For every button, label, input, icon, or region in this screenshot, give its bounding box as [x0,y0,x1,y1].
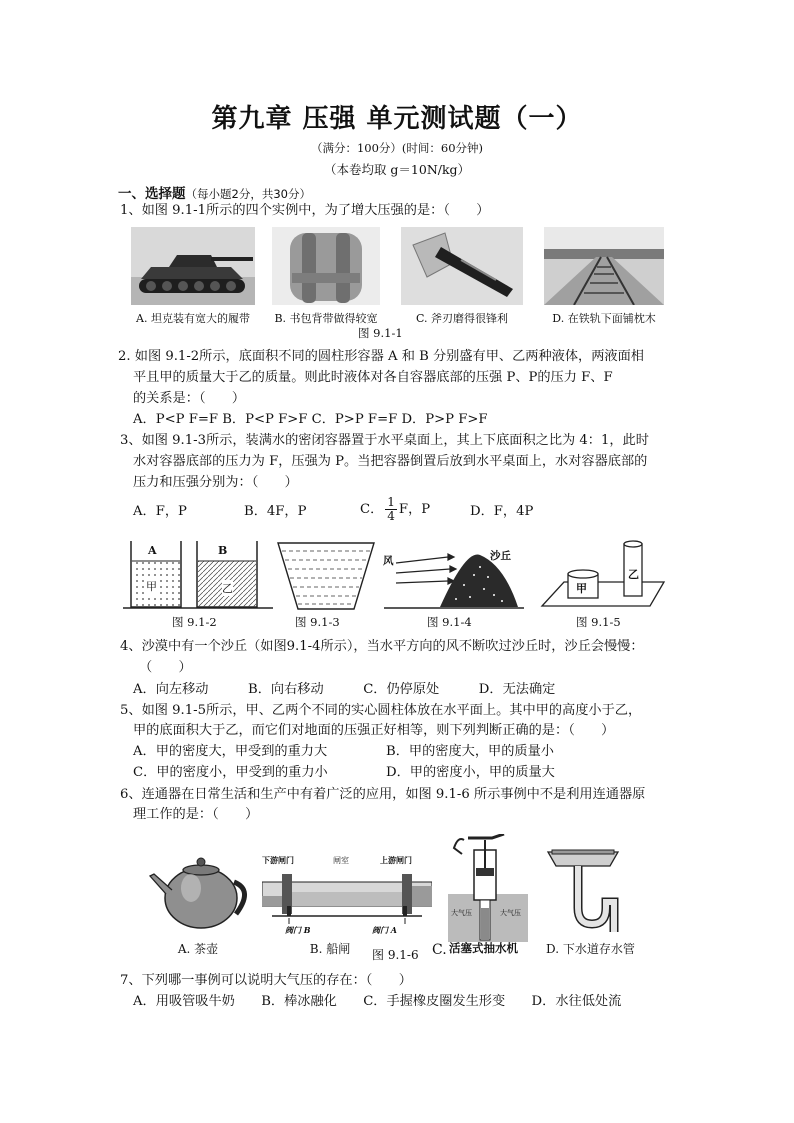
lock-label-valve-a: 阀门 A [372,925,397,935]
figure-label-9-1-5: 图 9.1-5 [576,615,621,629]
q2-line3: 的关系是：（ ） [133,391,246,406]
q6-caption-d: D. 下水道存水管 [546,942,635,956]
pump-label-left: 大气压 [451,909,472,917]
lock-label-upstream: 上游闸门 [380,855,412,865]
lock-label-chamber: 闸室 [333,856,349,865]
q5-option-c: C．甲的密度小，甲受到的重力小 [133,765,328,780]
railway-image [544,227,664,305]
teapot-image [146,850,256,934]
dune-label: 沙丘 [490,550,511,562]
lock-label-downstream: 下游闸门 [262,855,294,865]
q3-option-a: A．F，P [133,504,187,519]
figure-label-9-1-4: 图 9.1-4 [427,615,472,629]
wind-label: 风 [383,555,394,567]
cylinder-yi-label: 乙 [628,568,639,581]
section-heading [118,182,311,202]
q2-line2 [133,369,613,387]
figure-label-9-1-2: 图 9.1-2 [172,615,217,629]
q1-caption-a: A. 坦克装有宽大的履带 [136,312,250,325]
q6-caption-a: A. 茶壶 [177,942,219,956]
q1-caption-b: B. 书包背带做得较宽 [274,312,378,325]
q5-option-d: D．甲的密度小，甲的质量大 [386,765,555,780]
figure-9-1-3 [276,541,376,611]
fraction [385,496,397,523]
q7-options: A．用吸管吸牛奶 B．棒冰融化 C．手握橡皮圈发生形变 D．水往低处流 [133,994,622,1009]
tank-image [131,227,255,305]
q3-option-d: D．F，4P [470,504,534,519]
q3-line1: 3、如图 9.1-3所示，装满水的密闭容器置于水平桌面上，其上下底面积之比为 4：1，此时 [120,433,649,448]
q5-option-b: B．甲的密度大，甲的质量小 [386,744,554,759]
section-detail: （每小题2分，共30分） [185,187,311,201]
exam-note: （本卷均取 g＝10N/kg） [323,162,471,177]
fraction-denominator: 4 [387,509,395,523]
figure-9-1-2 [123,537,273,613]
q6-caption-c-letter: C. [432,942,447,958]
q6-line1: 6、连通器在日常生活和生产中有着广泛的应用，如图 9.1-6 所示事例中不是利用连通器原 [120,787,646,802]
q3-option-c [360,496,430,523]
q5-option-a: A．甲的密度大，甲受到的重力大 [133,744,328,759]
q1-stem: 1、如图 9.1-1所示的四个实例中，为了增大压强的是：（ ） [120,203,490,218]
q6-line2: 理工作的是：（ ） [133,807,259,822]
exam-meta: （满分：100分）(时间：60分钟) [310,141,484,155]
q2-line1: 2. 如图 9.1-2所示，底面积不同的圆柱形容器 A 和 B 分别盛有甲、乙两种液体，两液面相 [118,349,644,364]
section-title: 一、选择题 [118,186,186,202]
q6-figure-label: 图 9.1-6 [372,948,419,962]
q4-line2: （ ） [139,660,192,675]
q1-caption-c: C. 斧刃磨得很锋利 [415,312,509,325]
q3-option-c-value: F，P [398,502,431,517]
liquid-jia-label: 甲 [146,580,157,593]
backpack-image [272,227,380,305]
pump-label-right: 大气压 [500,909,521,917]
q6-caption-b: B. 船闸 [309,942,351,956]
axe-image [401,227,523,305]
lock-label-valve-b: 阀门 B [285,925,311,935]
q2-options: A．P<P F=F B．P<P F>F C．P>P F=F D．P>P F>F [133,412,488,427]
q2-line2-text: 平且甲的质量大于乙的质量。则此时液体对各自容器底部的压强 P、P的压力 F、F [133,370,613,385]
q3-option-b: B．4F，P [244,504,307,519]
cylinder-jia-label: 甲 [576,582,587,595]
figure-label-9-1-3: 图 9.1-3 [295,615,340,629]
drain-trap-image [544,848,622,932]
liquid-yi-label: 乙 [222,582,233,595]
q4-line1: 4、沙漠中有一个沙丘（如图9.1-4所示），当水平方向的风不断吹过沙丘时，沙丘会慢慢： [120,639,644,654]
figure-9-1-5 [540,538,670,610]
q3-line3: 压力和压强分别为：（ ） [133,475,298,490]
q6-caption-c: 活塞式抽水机 [449,941,518,955]
q5-line1: 5、如图 9.1-5所示，甲、乙两个不同的实心圆柱体放在水平面上。其中甲的高度小于乙， [120,703,642,718]
container-a-label: A [148,544,157,557]
q1-caption-d: D. 在铁轨下面铺枕木 [552,312,656,325]
q4-options: A．向左移动 B．向右移动 C．仍停原处 D．无法确定 [133,682,556,697]
q3-option-c-label: C． [360,502,384,517]
container-b-label: B [218,544,228,557]
page-title: 第九章 压强 单元测试题（一） [211,104,583,134]
pump-image [448,834,528,942]
q5-line2: 甲的底面积大于乙，而它们对地面的压强正好相等，则下列判断正确的是：（ ） [133,723,615,738]
q7-stem: 7、下列哪一事例可以说明大气压的存在：（ ） [120,973,412,988]
q1-figure-label: 图 9.1-1 [358,326,403,340]
q3-line2: 水对容器底部的压力为 F，压强为 P。当把容器倒置后放到水平桌面上，水对容器底部的 [133,454,648,469]
fraction-numerator: 1 [387,495,395,509]
